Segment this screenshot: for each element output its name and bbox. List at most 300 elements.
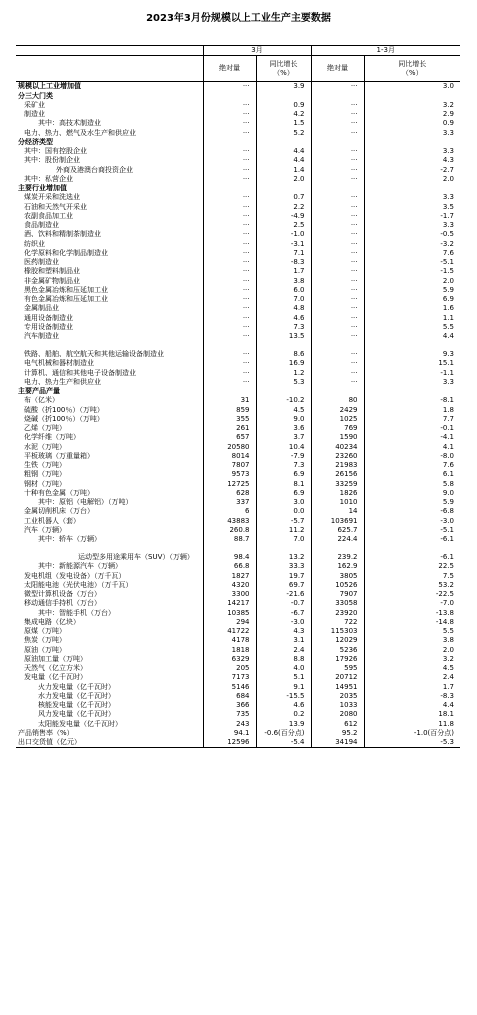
q1-yoy-cell: 9.3 <box>364 341 460 359</box>
q1-yoy-cell: 5.9 <box>364 286 460 295</box>
march-yoy-cell: 3.8 <box>256 276 311 285</box>
q1-yoy-cell <box>364 91 460 100</box>
header-blank <box>16 56 203 82</box>
table-row <box>16 91 460 100</box>
march-abs-cell: 7807 <box>203 461 256 470</box>
table-row <box>16 507 460 516</box>
header-q1: 1-3月 <box>311 46 460 56</box>
row-label: 金属切削机床（万台） <box>24 507 94 516</box>
q1-abs-cell: ··· <box>311 82 364 92</box>
march-abs-cell: 1818 <box>203 645 256 654</box>
q1-yoy-cell: -5.1 <box>364 258 460 267</box>
row-label: 太阳能发电量（亿千瓦时） <box>38 719 122 728</box>
row-label: 工业机器人（套） <box>24 516 80 525</box>
q1-abs-cell: ··· <box>311 193 364 202</box>
table-row <box>16 433 460 442</box>
q1-yoy-cell: -1.5 <box>364 267 460 276</box>
march-yoy-cell: 5.3 <box>256 378 311 387</box>
q1-yoy-cell: -8.0 <box>364 452 460 461</box>
row-label: 其中：高技术制造业 <box>38 119 101 128</box>
march-abs-cell: ··· <box>203 276 256 285</box>
q1-yoy-cell: -8.1 <box>364 396 460 405</box>
march-yoy-cell: 4.5 <box>256 405 311 414</box>
q1-yoy-cell: -5.3 <box>364 738 460 748</box>
header-label-cell <box>16 46 203 56</box>
q1-abs-cell: ··· <box>311 332 364 341</box>
table-row <box>16 442 460 451</box>
march-abs-cell: ··· <box>203 341 256 359</box>
march-abs-cell: ··· <box>203 147 256 156</box>
q1-yoy-cell: 1.7 <box>364 682 460 691</box>
march-abs-cell: 243 <box>203 719 256 728</box>
march-abs-cell: ··· <box>203 110 256 119</box>
header-march: 3月 <box>203 46 311 56</box>
table-row <box>16 692 460 701</box>
table-row <box>16 128 460 137</box>
q1-abs-cell: ··· <box>311 313 364 322</box>
header-march-yoy <box>256 56 311 82</box>
q1-yoy-cell: 1.1 <box>364 313 460 322</box>
row-label: 水泥（万吨） <box>24 442 66 451</box>
march-abs-cell <box>203 184 256 193</box>
march-yoy-cell: 3.1 <box>256 636 311 645</box>
q1-abs-cell: 5236 <box>311 645 364 654</box>
row-label: 纺织业 <box>24 239 45 248</box>
row-label: 汽车（万辆） <box>24 525 66 534</box>
march-abs-cell: 43883 <box>203 516 256 525</box>
march-yoy-cell <box>256 91 311 100</box>
q1-yoy-cell: 0.9 <box>364 119 460 128</box>
table-row <box>16 147 460 156</box>
page-title: 2023年3月份规模以上工业生产主要数据 <box>146 13 331 24</box>
table-row <box>16 295 460 304</box>
row-label: 粗钢（万吨） <box>24 470 66 479</box>
march-yoy-cell: -3.1 <box>256 239 311 248</box>
march-abs-cell: ··· <box>203 175 256 184</box>
table-row <box>16 470 460 479</box>
march-yoy-cell: 4.3 <box>256 627 311 636</box>
table-row <box>16 258 460 267</box>
q1-yoy-cell: 2.0 <box>364 645 460 654</box>
march-abs-cell: 355 <box>203 415 256 424</box>
q1-yoy-cell: -7.0 <box>364 599 460 608</box>
q1-abs-cell: 17926 <box>311 655 364 664</box>
row-label: 橡胶和塑料制品业 <box>24 267 80 276</box>
q1-yoy-cell: 7.6 <box>364 249 460 258</box>
q1-abs-cell: 40234 <box>311 442 364 451</box>
table-row <box>16 738 460 748</box>
march-yoy-cell: 7.1 <box>256 249 311 258</box>
march-abs-cell: ··· <box>203 332 256 341</box>
q1-yoy-cell: 2.0 <box>364 175 460 184</box>
march-abs-cell: 6 <box>203 507 256 516</box>
march-abs-cell: 41722 <box>203 627 256 636</box>
row-label: 其中：国有控股企业 <box>24 147 87 155</box>
march-abs-cell: ··· <box>203 221 256 230</box>
table-row <box>16 599 460 608</box>
march-abs-cell: ··· <box>203 128 256 137</box>
table-row <box>16 359 460 368</box>
table-row <box>16 489 460 498</box>
q1-yoy-cell: 6.9 <box>364 295 460 304</box>
table-row <box>16 230 460 239</box>
march-abs-cell: 88.7 <box>203 535 256 544</box>
march-yoy-cell: 2.4 <box>256 645 311 654</box>
row-label: 主要行业增加值 <box>18 184 67 192</box>
table-row <box>16 618 460 627</box>
table-row <box>16 498 460 507</box>
row-label: 核能发电量（亿千瓦时） <box>38 701 115 709</box>
march-yoy-cell <box>256 184 311 193</box>
q1-yoy-cell <box>364 184 460 193</box>
table-row <box>16 138 460 147</box>
table-row <box>16 655 460 664</box>
march-abs-cell: ··· <box>203 323 256 332</box>
q1-yoy-cell: 4.1 <box>364 442 460 451</box>
table-row <box>16 729 460 738</box>
table-row <box>16 165 460 174</box>
q1-yoy-cell: -6.1 <box>364 535 460 544</box>
row-label: 其中：股份制企业 <box>24 156 80 165</box>
q1-abs-cell: ··· <box>311 175 364 184</box>
march-yoy-cell: -0.6(百分点) <box>256 729 311 738</box>
table-row <box>16 110 460 119</box>
table-row <box>16 516 460 525</box>
q1-abs-cell: 162.9 <box>311 562 364 571</box>
march-yoy-cell: 6.0 <box>256 286 311 295</box>
march-yoy-cell <box>256 138 311 147</box>
march-yoy-cell: 3.0 <box>256 498 311 507</box>
q1-yoy-cell: -8.3 <box>364 692 460 701</box>
march-yoy-cell: 4.4 <box>256 156 311 165</box>
march-yoy-cell: 13.5 <box>256 332 311 341</box>
q1-abs-cell: ··· <box>311 165 364 174</box>
march-abs-cell: ··· <box>203 295 256 304</box>
march-abs-cell: ··· <box>203 193 256 202</box>
march-yoy-cell: 7.3 <box>256 461 311 470</box>
q1-abs-cell: ··· <box>311 341 364 359</box>
q1-abs-cell: 12029 <box>311 636 364 645</box>
row-label: 电力、热力、燃气及水生产和供应业 <box>24 128 136 137</box>
row-label: 外商及港澳台商投资企业 <box>56 165 133 174</box>
q1-yoy-cell: 4.5 <box>364 664 460 673</box>
q1-abs-cell: ··· <box>311 119 364 128</box>
table-row <box>16 673 460 682</box>
march-yoy-cell: 69.7 <box>256 581 311 590</box>
march-yoy-cell: 9.1 <box>256 682 311 691</box>
q1-yoy-cell: 18.1 <box>364 710 460 719</box>
march-yoy-cell: 10.4 <box>256 442 311 451</box>
q1-yoy-cell: -0.5 <box>364 230 460 239</box>
q1-yoy-cell: -5.1 <box>364 526 460 535</box>
march-abs-cell <box>203 387 256 396</box>
header-group-row <box>16 46 460 56</box>
row-label: 煤炭开采和洗选业 <box>24 193 80 202</box>
march-abs-cell: 10385 <box>203 608 256 617</box>
row-label: 焦炭（万吨） <box>24 636 66 645</box>
q1-yoy-cell: -1.0(百分点) <box>364 729 460 738</box>
header-q1-yoy <box>364 56 460 82</box>
march-abs-cell: 684 <box>203 692 256 701</box>
q1-yoy-cell: 3.2 <box>364 101 460 110</box>
march-abs-cell: 9573 <box>203 470 256 479</box>
march-abs-cell: 657 <box>203 433 256 442</box>
q1-yoy-cell: -22.5 <box>364 590 460 599</box>
march-abs-cell: 260.8 <box>203 526 256 535</box>
march-abs-cell: 859 <box>203 405 256 414</box>
march-abs-cell: 8014 <box>203 452 256 461</box>
table-row <box>16 571 460 580</box>
header-sub-row <box>16 56 460 82</box>
q1-yoy-cell: 4.3 <box>364 156 460 165</box>
table-row <box>16 82 460 92</box>
q1-abs-cell: ··· <box>311 267 364 276</box>
row-label: 制造业 <box>24 110 45 118</box>
row-label: 原油（万吨） <box>24 645 66 654</box>
march-abs-cell: ··· <box>203 368 256 377</box>
march-abs-cell <box>203 138 256 147</box>
table-row <box>16 276 460 285</box>
q1-yoy-cell: -1.7 <box>364 212 460 221</box>
q1-abs-cell: 1025 <box>311 415 364 424</box>
q1-abs-cell: ··· <box>311 221 364 230</box>
table-row <box>16 341 460 359</box>
q1-yoy-cell: 3.3 <box>364 193 460 202</box>
table-row <box>16 581 460 590</box>
q1-abs-cell: 239.2 <box>311 544 364 562</box>
table-row <box>16 461 460 470</box>
q1-abs-cell: ··· <box>311 258 364 267</box>
header-q1-abs: 绝对量 <box>311 56 364 82</box>
march-yoy-cell: -6.7 <box>256 608 311 617</box>
march-abs-cell: 6329 <box>203 655 256 664</box>
table-row <box>16 119 460 128</box>
row-label: 有色金属冶炼和压延加工业 <box>24 295 108 303</box>
row-label: 烧碱（折100％）（万吨） <box>24 414 104 423</box>
q1-abs-cell: 14951 <box>311 682 364 691</box>
q1-abs-cell: 20712 <box>311 673 364 682</box>
q1-abs-cell: 33058 <box>311 599 364 608</box>
march-abs-cell: 3300 <box>203 590 256 599</box>
march-yoy-cell: 33.3 <box>256 562 311 571</box>
table-row <box>16 645 460 654</box>
table-row <box>16 479 460 488</box>
q1-abs-cell: 1590 <box>311 433 364 442</box>
table-row <box>16 452 460 461</box>
table-row <box>16 405 460 414</box>
row-label: 原煤（万吨） <box>24 627 66 635</box>
table-row <box>16 101 460 110</box>
march-abs-cell: ··· <box>203 119 256 128</box>
table-row <box>16 212 460 221</box>
march-yoy-cell: 2.2 <box>256 202 311 211</box>
q1-yoy-cell: 3.0 <box>364 82 460 92</box>
row-label: 运动型多用途乘用车（SUV）（万辆） <box>78 553 194 561</box>
table-row <box>16 156 460 165</box>
q1-yoy-cell: -6.8 <box>364 507 460 516</box>
q1-abs-cell: 769 <box>311 424 364 433</box>
row-label: 非金属矿物制品业 <box>24 276 80 285</box>
q1-abs-cell: 26156 <box>311 470 364 479</box>
q1-abs-cell: 21983 <box>311 461 364 470</box>
march-yoy-cell: 6.9 <box>256 470 311 479</box>
table-row <box>16 526 460 535</box>
q1-abs-cell: 722 <box>311 618 364 627</box>
q1-yoy-cell: 3.3 <box>364 378 460 387</box>
march-yoy-cell: -8.3 <box>256 258 311 267</box>
row-label: 计算机、通信和其他电子设备制造业 <box>24 368 136 377</box>
table-row <box>16 719 460 728</box>
q1-yoy-cell: -2.7 <box>364 165 460 174</box>
q1-yoy-cell: 3.3 <box>364 221 460 230</box>
march-abs-cell: ··· <box>203 165 256 174</box>
row-label: 化学纤维（万吨） <box>24 433 80 442</box>
q1-yoy-cell: 3.3 <box>364 147 460 156</box>
q1-abs-cell: 612 <box>311 719 364 728</box>
row-label: 其中：轿车（万辆） <box>38 535 101 543</box>
march-yoy-cell: 4.2 <box>256 110 311 119</box>
march-abs-cell: 4178 <box>203 636 256 645</box>
q1-yoy-cell: 2.4 <box>364 673 460 682</box>
march-yoy-cell: -0.7 <box>256 599 311 608</box>
row-label: 生铁（万吨） <box>24 461 66 469</box>
row-label: 铁路、船舶、航空航天和其他运输设备制造业 <box>24 350 164 358</box>
q1-yoy-cell: 6.1 <box>364 470 460 479</box>
march-abs-cell: 628 <box>203 489 256 498</box>
march-abs-cell: 5146 <box>203 682 256 691</box>
row-label: 发电量（亿千瓦时） <box>24 673 87 682</box>
q1-abs-cell: 95.2 <box>311 729 364 738</box>
row-label: 水力发电量（亿千瓦时） <box>38 691 115 700</box>
row-label: 太阳能电池（光伏电池）（万千瓦） <box>24 580 133 589</box>
q1-yoy-cell: 2.0 <box>364 276 460 285</box>
march-yoy-cell: 3.7 <box>256 433 311 442</box>
q1-abs-cell: 1033 <box>311 701 364 710</box>
q1-abs-cell: 7907 <box>311 590 364 599</box>
q1-abs-cell: ··· <box>311 276 364 285</box>
table-row <box>16 682 460 691</box>
march-yoy-cell: 4.4 <box>256 147 311 156</box>
table-row <box>16 636 460 645</box>
march-abs-cell: ··· <box>203 239 256 248</box>
march-yoy-cell: 8.8 <box>256 655 311 664</box>
q1-abs-cell: 2429 <box>311 405 364 414</box>
table-row <box>16 184 460 193</box>
march-abs-cell: 4320 <box>203 581 256 590</box>
table-row <box>16 535 460 544</box>
q1-abs-cell: 224.4 <box>311 535 364 544</box>
q1-yoy-cell: -3.0 <box>364 516 460 525</box>
q1-abs-cell: 625.7 <box>311 526 364 535</box>
row-label: 发电机组（发电设备）（万千瓦） <box>24 571 126 580</box>
q1-yoy-cell: 3.8 <box>364 636 460 645</box>
row-label: 集成电路（亿块） <box>24 617 80 626</box>
march-yoy-cell: 7.0 <box>256 295 311 304</box>
q1-abs-cell: ··· <box>311 295 364 304</box>
row-label: 其中：原铝（电解铝）（万吨） <box>38 498 133 506</box>
q1-yoy-cell: 7.6 <box>364 461 460 470</box>
march-yoy-cell: 6.9 <box>256 489 311 498</box>
march-abs-cell: 261 <box>203 424 256 433</box>
row-label: 分经济类型 <box>18 137 53 146</box>
march-yoy-cell: 11.2 <box>256 526 311 535</box>
march-abs-cell: ··· <box>203 304 256 313</box>
row-label: 风力发电量（亿千瓦时） <box>38 710 115 719</box>
q1-abs-cell <box>311 138 364 147</box>
march-abs-cell: 20580 <box>203 442 256 451</box>
table-row <box>16 286 460 295</box>
q1-abs-cell: ··· <box>311 110 364 119</box>
q1-abs-cell: 23920 <box>311 608 364 617</box>
q1-abs-cell: 34194 <box>311 738 364 748</box>
q1-abs-cell: ··· <box>311 286 364 295</box>
row-label: 火力发电量（亿千瓦时） <box>38 682 115 691</box>
table-row <box>16 267 460 276</box>
table-row <box>16 562 460 571</box>
q1-yoy-cell: -13.8 <box>364 608 460 617</box>
table-row <box>16 415 460 424</box>
march-abs-cell: ··· <box>203 267 256 276</box>
row-label: 通用设备制造业 <box>24 313 73 322</box>
table-row <box>16 193 460 202</box>
march-yoy-cell: -10.2 <box>256 396 311 405</box>
row-label: 化学原料和化学制品制造业 <box>24 248 108 257</box>
yoy-label: 同比增长 <box>398 59 427 68</box>
table-row <box>16 332 460 341</box>
row-label: 酒、饮料和精制茶制造业 <box>24 230 101 239</box>
row-label: 天然气（亿立方米） <box>24 664 87 672</box>
march-yoy-cell: 3.6 <box>256 424 311 433</box>
yoy-label: 同比增长 <box>269 59 298 68</box>
march-abs-cell: ··· <box>203 359 256 368</box>
table-row <box>16 608 460 617</box>
row-label: 其中：新能源汽车（万辆） <box>38 562 122 571</box>
q1-yoy-cell <box>364 138 460 147</box>
q1-yoy-cell: 53.2 <box>364 581 460 590</box>
march-yoy-cell: 2.5 <box>256 221 311 230</box>
q1-yoy-cell: 1.6 <box>364 304 460 313</box>
q1-yoy-cell: 3.5 <box>364 202 460 211</box>
q1-abs-cell: ··· <box>311 304 364 313</box>
row-label: 原油加工量（万吨） <box>24 654 87 663</box>
q1-yoy-cell: 3.3 <box>364 128 460 137</box>
march-abs-cell: 205 <box>203 664 256 673</box>
march-yoy-cell: 1.2 <box>256 368 311 377</box>
table-row <box>16 424 460 433</box>
q1-abs-cell: ··· <box>311 368 364 377</box>
march-yoy-cell: 9.0 <box>256 415 311 424</box>
march-abs-cell: 1827 <box>203 571 256 580</box>
table-row <box>16 313 460 322</box>
q1-yoy-cell: 4.4 <box>364 332 460 341</box>
q1-abs-cell: 103691 <box>311 516 364 525</box>
q1-yoy-cell: -6.1 <box>364 544 460 562</box>
march-yoy-cell: 19.7 <box>256 571 311 580</box>
march-abs-cell: ··· <box>203 212 256 221</box>
march-abs-cell: ··· <box>203 230 256 239</box>
march-yoy-cell: 0.7 <box>256 193 311 202</box>
march-yoy-cell: 1.7 <box>256 267 311 276</box>
table-row <box>16 387 460 396</box>
row-label: 钢材（万吨） <box>24 479 66 488</box>
row-label: 采矿业 <box>24 100 45 109</box>
q1-abs-cell: 595 <box>311 664 364 673</box>
q1-yoy-cell: -14.8 <box>364 618 460 627</box>
q1-abs-cell: ··· <box>311 156 364 165</box>
march-yoy-cell: 5.1 <box>256 673 311 682</box>
march-yoy-cell: -1.0 <box>256 230 311 239</box>
q1-yoy-cell: 7.5 <box>364 571 460 580</box>
